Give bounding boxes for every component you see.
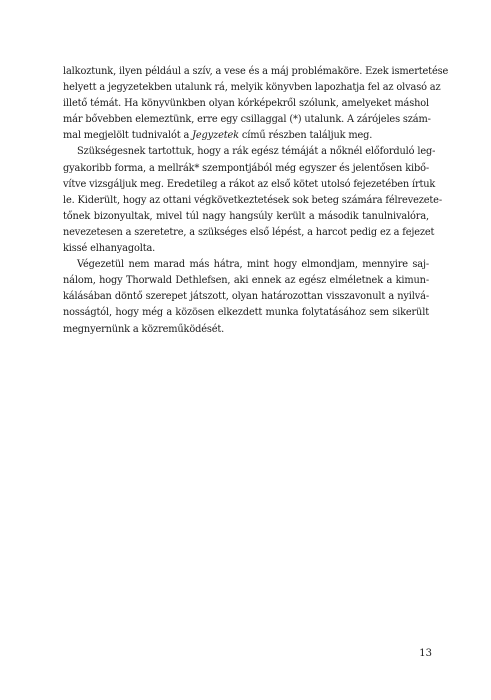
text-line: nevezetesen a szeretetre, a szükséges első lépést, a harcot pedig ez a fejezet bbox=[63, 226, 435, 238]
text-line: kálásában döntő szerepet játszott, olyan határozottan visszavonult a nyilvá- bbox=[63, 291, 429, 303]
text-segment: című részben találjuk meg. bbox=[238, 130, 373, 142]
body-text bbox=[63, 64, 449, 338]
paragraph-2 bbox=[63, 144, 442, 257]
text-line: kissé elhanyagolta. bbox=[63, 243, 156, 255]
text-line: nosságtól, hogy még a közösen elkezdett munka folytatásához sem sikerült bbox=[63, 307, 429, 319]
text-line: gyakoribb forma, a mellrák* szempontjából még egyszer és jelentősen kibő- bbox=[63, 162, 429, 174]
text-line: le. Kiderült, hogy az ottani végkövetkeztetések sok beteg számára félrevezete- bbox=[63, 194, 442, 206]
text-line: vítve vizsgáljuk meg. Eredetileg a rákot az első kötet utolsó fejezetében írtuk bbox=[63, 178, 436, 190]
text-line: Végezetül nem marad más hátra, mint hogy elmondjam, mennyire saj- bbox=[77, 259, 429, 271]
text-line: Szükségesnek tartottuk, hogy a rák egész témáját a nőknél előforduló leg- bbox=[77, 146, 436, 158]
text-segment: mal megjelölt tudnivalót a bbox=[63, 130, 193, 142]
text-line: már bővebben elemeztünk, erre egy csillaggal (*) utalunk. A zárójeles szám- bbox=[63, 114, 431, 126]
page-number: 13 bbox=[419, 648, 432, 659]
text-line bbox=[63, 128, 429, 144]
text-line: tőnek bizonyultak, mivel túl nagy hangsúly került a második tanulnivalóra, bbox=[63, 210, 429, 222]
text-line: lalkoztunk, ilyen például a szív, a vese és a máj problémaköre. Ezek ismertetése bbox=[63, 66, 449, 77]
paragraph-1 bbox=[63, 64, 449, 144]
text-line: helyett a jegyzetekben utalunk rá, melyik könyvben lapozhatja fel az olvasó az bbox=[63, 82, 441, 94]
text-line: megnyernünk a közreműködését. bbox=[63, 323, 225, 335]
paragraph-3 bbox=[63, 257, 429, 337]
italic-reference: Jegyzetek bbox=[192, 130, 239, 142]
text-line: illető témát. Ha könyvünkben olyan kórképekről szólunk, amelyeket máshol bbox=[63, 98, 429, 110]
text-line: nálom, hogy Thorwald Dethlefsen, aki ennek az egész elméletnek a kimun- bbox=[63, 275, 429, 287]
